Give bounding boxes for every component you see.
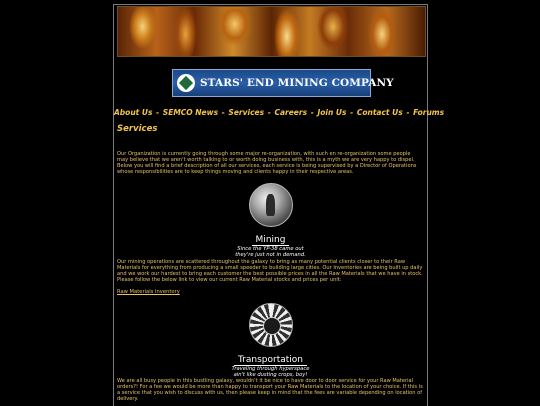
nav-separator: - [310, 108, 314, 117]
transportation-caption-line-2: ain't like dusting crops, boy! [233, 372, 308, 378]
nav-semco-news[interactable]: SEMCO News [162, 108, 219, 117]
mining-caption-line-2: they're just not in demand. [235, 252, 306, 258]
logo-emblem-icon [177, 74, 195, 92]
page-frame [113, 4, 445, 406]
nav-careers[interactable]: Careers [274, 108, 308, 117]
nav-separator: - [156, 108, 160, 117]
transportation-title: Transportation [234, 355, 307, 366]
mining-image [249, 183, 293, 227]
intro-paragraph: Our Organization is currently going through some major re-organization, with such en re-organization some people may believe that we aren't worth talking to or worth doing business with, this is a myth we are very happy to dispel. Below you will find a brief description of all our services, each service is being supervised by a Director of Operations whose responsibilities are to keep things moving and clients happy in their respective areas. [117, 151, 417, 176]
nav-contact-us[interactable]: Contact Us [356, 108, 403, 117]
mining-section [114, 183, 427, 258]
page-title: Services [117, 124, 158, 134]
raw-materials-inventory-link[interactable]: Raw Materials Inventory [117, 289, 180, 295]
company-logo[interactable] [172, 69, 394, 97]
nav-services[interactable]: Services [228, 108, 265, 117]
transportation-caption-line-1: Traveling through hyperspace [231, 366, 310, 372]
mining-description: Our mining operations are scattered throughout the galaxy to bring as many potential clients closer to their Raw Materials for everything from producing a small speeder to building large cities. Our Inventories are being built up daily and we work our hardest to bring each customer the best possible prices in all the Raw Materials that we have in stock. Please follow the below link to view our current Raw Material stocks and prices per unit: [117, 259, 423, 284]
nav-forums[interactable]: Forums [413, 108, 445, 117]
nav-about-us[interactable]: About Us [114, 108, 153, 117]
cave-banner-image [117, 6, 426, 57]
nav-separator: - [350, 108, 354, 117]
transportation-image [249, 303, 293, 347]
logo-text: STARS' END MINING COMPANY [200, 77, 394, 89]
main-nav [114, 108, 445, 117]
transportation-section [114, 303, 427, 378]
nav-join-us[interactable]: Join Us [317, 108, 347, 117]
nav-separator: - [221, 108, 225, 117]
nav-separator: - [406, 108, 410, 117]
nav-separator: - [267, 108, 271, 117]
transportation-description: We are all busy people in this bustling galaxy, wouldn't it be nice to have door to door service for your Raw Material orders?! For a fee we would be more than happy to transport your Raw Materials to the location of your choice. If this is a service that you wish to discuss with us, then please keep in mind that the fees are variable depending on location of delivery. [117, 378, 423, 403]
mining-title: Mining [252, 235, 290, 246]
mining-caption-line-1: Since the YP-38 came out [237, 246, 304, 252]
